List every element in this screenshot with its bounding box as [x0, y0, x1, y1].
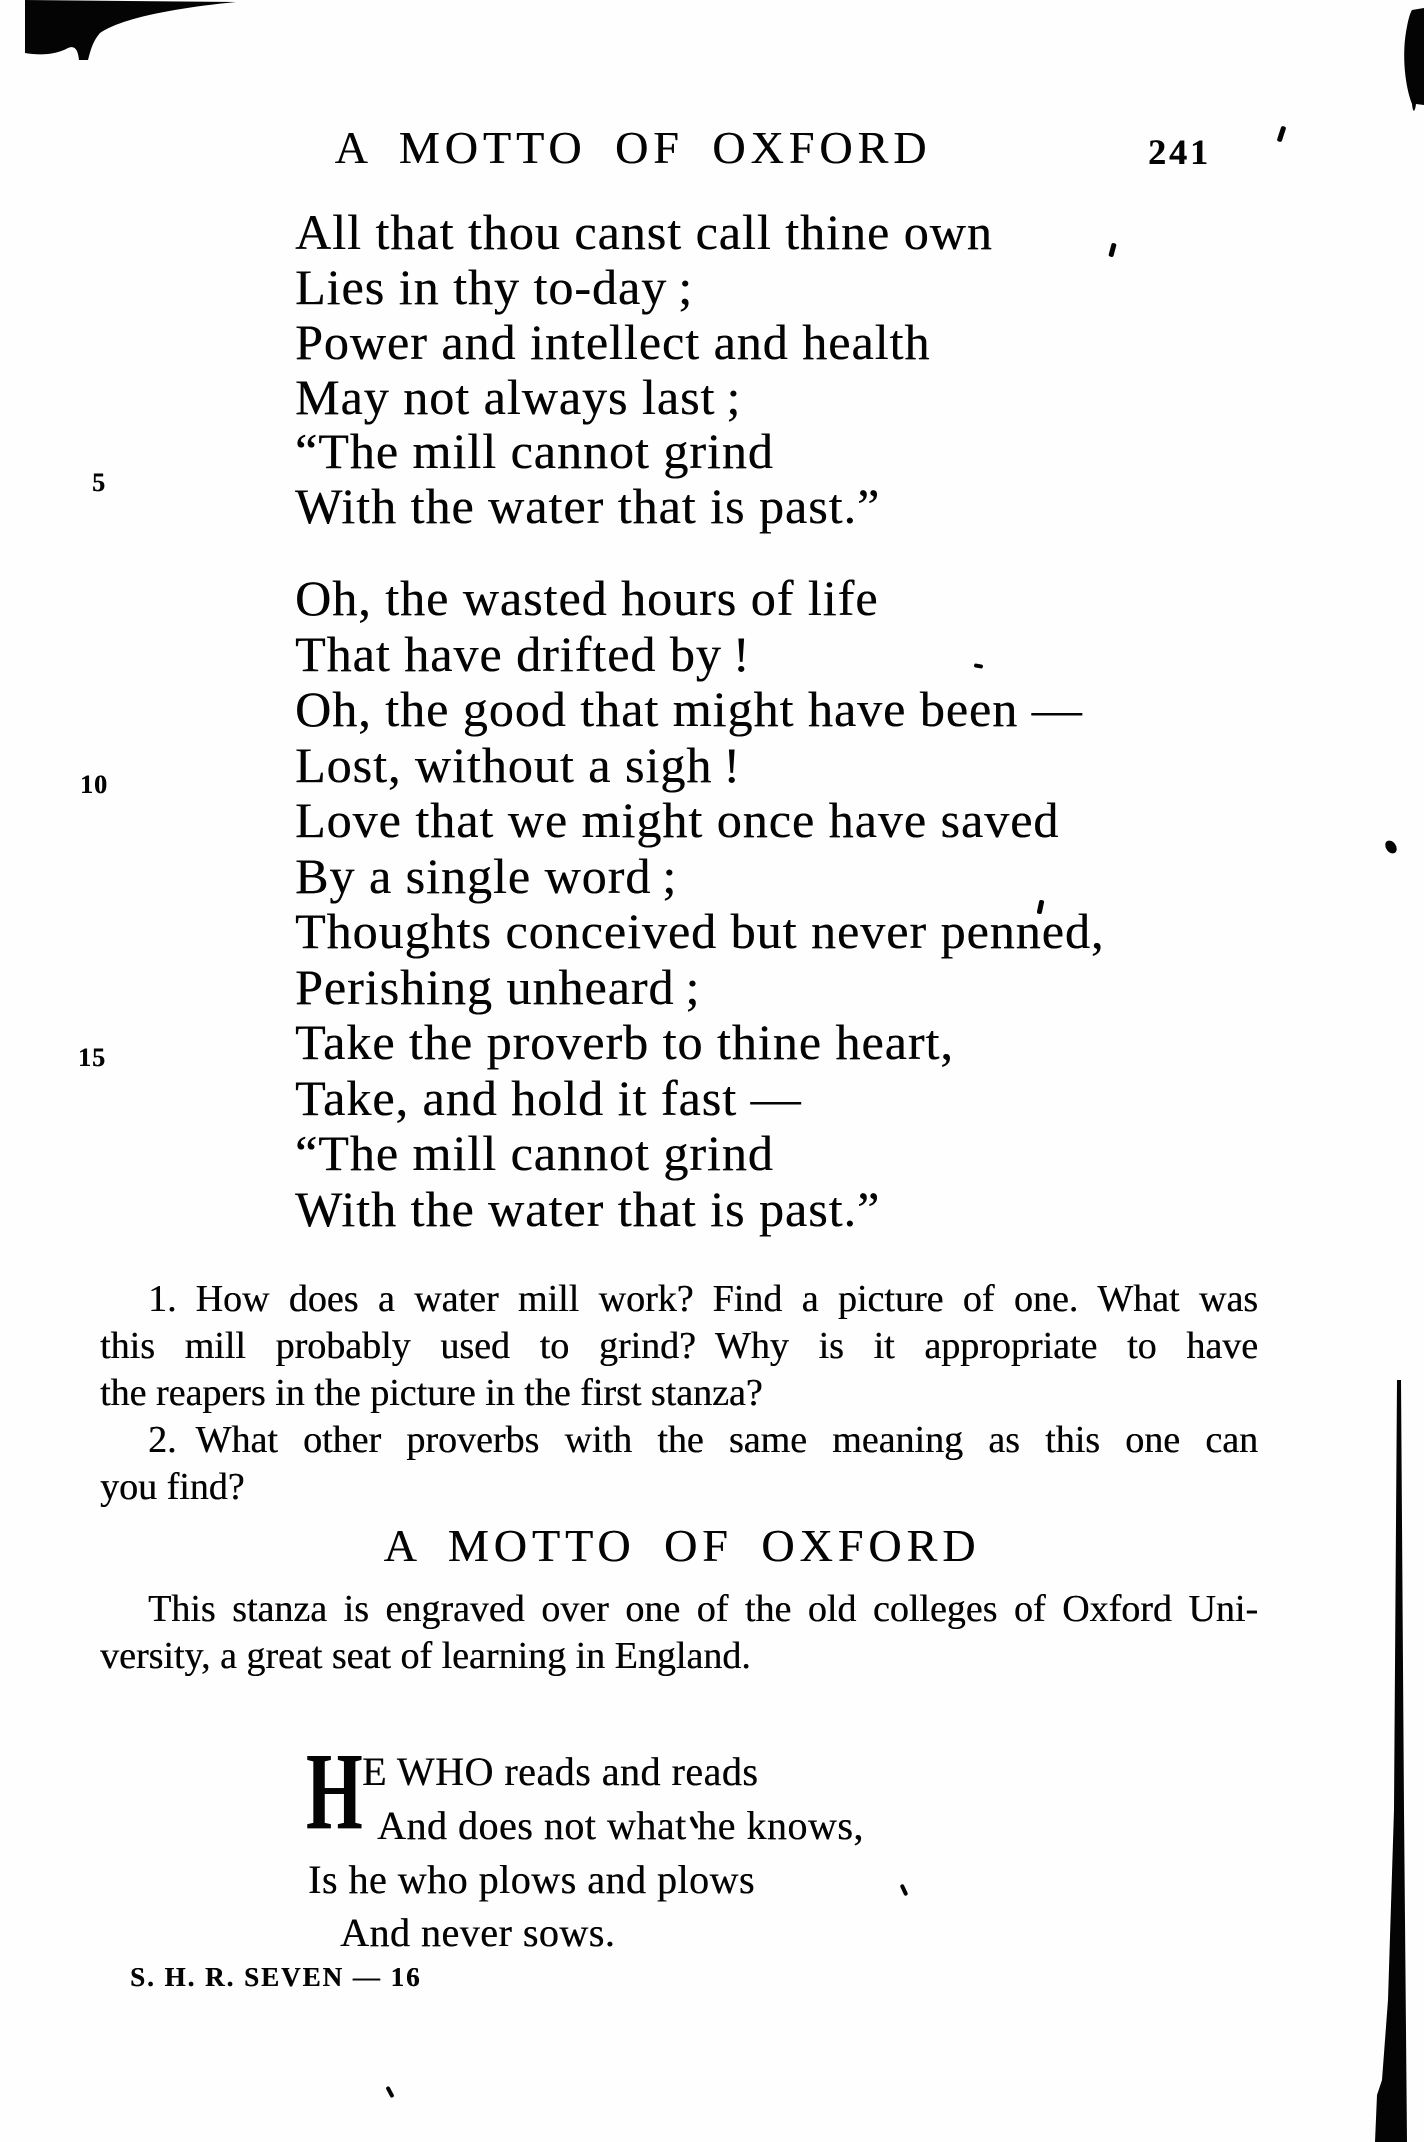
- scan-speck: [974, 663, 984, 669]
- intro-line: versity, a great seat of learning in England.: [100, 1635, 751, 1677]
- poem-line: Oh, the wasted hours of life: [295, 570, 879, 626]
- poem-line: Thoughts conceived but never penned,: [295, 903, 1105, 959]
- question-2-line: you find?: [100, 1466, 245, 1508]
- running-head-title: A MOTTO OF OXFORD: [334, 122, 932, 173]
- poem-line: Lost, without a sigh !: [295, 737, 741, 793]
- poem-line: Take, and hold it fast —: [295, 1070, 802, 1126]
- scan-speck: [1383, 838, 1399, 855]
- question-2-line: 2. What other proverbs with the same meaning as this one can: [148, 1419, 1258, 1461]
- scan-artifact-top-right: [1400, 8, 1424, 120]
- verse-line: And never sows.: [340, 1910, 616, 1955]
- book-signature-footer: S. H. R. SEVEN — 16: [130, 1962, 422, 1992]
- section-heading: A MOTTO OF OXFORD: [383, 1520, 981, 1571]
- drop-cap-letter: H: [306, 1730, 363, 1852]
- poem-line: Love that we might once have saved: [295, 792, 1060, 848]
- poem-line: Lies in thy to-day ;: [295, 259, 694, 315]
- scan-speck: [1277, 126, 1287, 143]
- poem-line: That have drifted by !: [295, 626, 751, 682]
- poem-line: Perishing unheard ;: [295, 959, 701, 1015]
- scan-artifact-right-edge: [1370, 1380, 1424, 2142]
- verse-line: And does not what he knows,: [377, 1803, 864, 1848]
- poem-line: With the water that is past.”: [295, 478, 881, 534]
- poem-line: Take the proverb to thine heart,: [295, 1014, 954, 1070]
- poem-line: By a single word ;: [295, 848, 678, 904]
- poem-line: With the water that is past.”: [295, 1181, 881, 1237]
- scan-artifact-top-left: [0, 0, 250, 70]
- verse-line: Is he who plows and plows: [308, 1857, 755, 1902]
- poem-line: Power and intellect and health: [295, 314, 931, 370]
- question-1-line: 1. How does a water mill work? Find a picture of one. What was: [148, 1278, 1258, 1320]
- intro-line: This stanza is engraved over one of the old colleges of Oxford Uni-: [148, 1588, 1258, 1630]
- poem-line: “The mill cannot grind: [295, 423, 774, 479]
- poem-line: All that thou canst call thine own: [295, 204, 993, 260]
- poem-line: “The mill cannot grind: [295, 1125, 774, 1181]
- poem-line-number-15: 15: [78, 1043, 106, 1072]
- question-1-line: the reapers in the picture in the first stanza?: [100, 1372, 763, 1414]
- scan-speck: [1108, 243, 1116, 258]
- page-number: 241: [1148, 132, 1211, 172]
- scan-speck: [900, 1884, 909, 1897]
- poem-line: May not always last ;: [295, 369, 742, 425]
- question-1-line: this mill probably used to grind? Why is it appropriate to have: [100, 1325, 1258, 1367]
- poem-line-number-10: 10: [80, 770, 108, 799]
- poem-line-number-5: 5: [92, 468, 106, 497]
- verse-line: E WHO reads and reads: [362, 1749, 759, 1794]
- poem-line: Oh, the good that might have been —: [295, 681, 1083, 737]
- scan-speck: [385, 2086, 394, 2098]
